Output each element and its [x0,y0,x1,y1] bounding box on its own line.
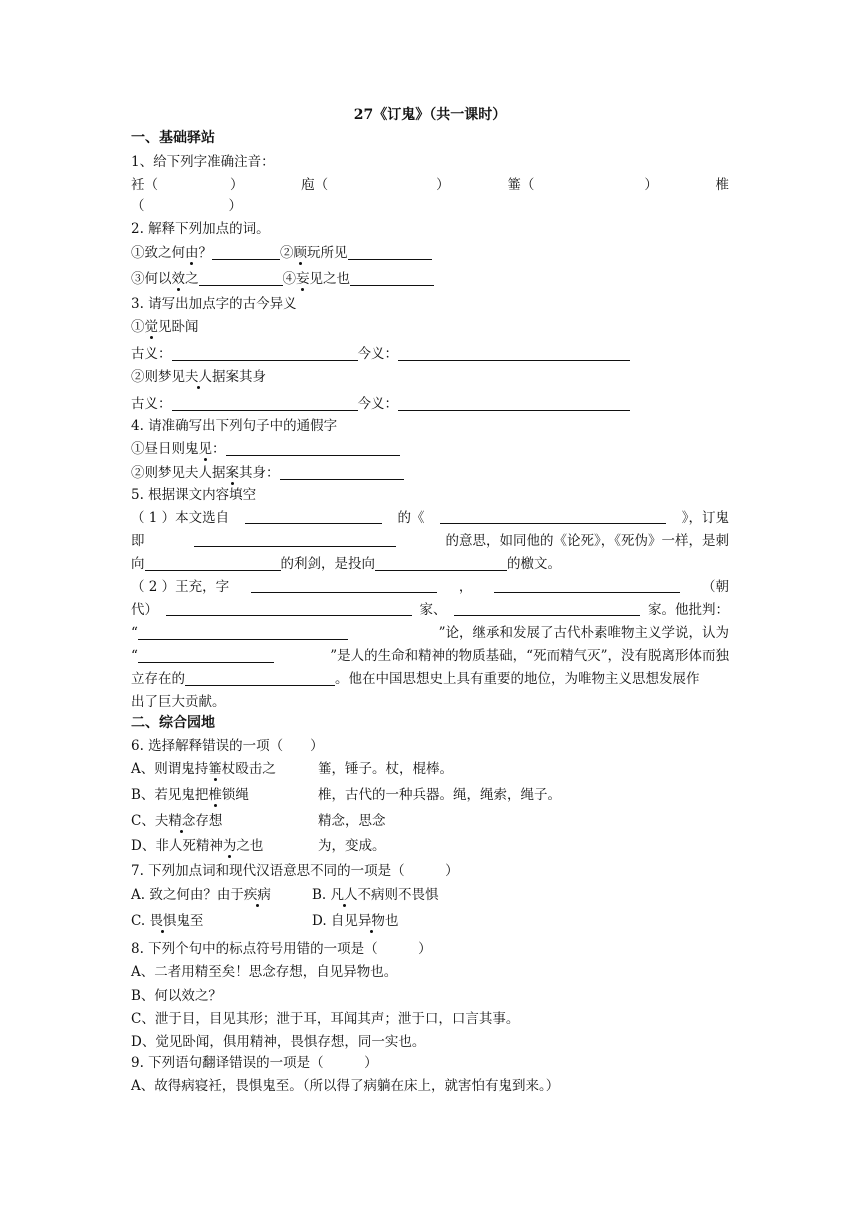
answer-blank[interactable] [145,556,281,571]
q7-option-b: B. 凡人不病则不畏惧 [312,887,439,903]
q2-row-1: ①致之何由？ ②顾玩所见 [131,244,432,262]
answer-blank[interactable] [398,346,630,361]
q8-option-c: C、泄于目，目见其形；泄于耳，耳闻其声；泄于口，口言其事。 [131,1011,520,1027]
answer-blank[interactable] [172,396,358,411]
q6-option-b-note: 椎，古代的一种兵器。绳，绳索，绳子。 [318,787,561,803]
dotted-char: 箠 [208,761,222,777]
q5-p2-line-3: “ ”论，继承和发展了古代朴素唯物主义学说，认为 [131,625,729,641]
q5-p2-line-1: （ 2 ）王充，字 ， （朝 [131,579,729,595]
dotted-char: 凡人 [330,887,358,903]
q7-prompt: 7. 下列加点词和现代汉语意思不同的一项是（ ） [131,863,459,879]
q6-option-a-note: 箠，锤子。杖，棍棒。 [318,761,453,777]
answer-blank[interactable] [226,441,400,456]
answer-blank[interactable] [199,271,283,286]
q3-item-1: ①觉见卧闻 [131,319,199,335]
q2-row-2: ③何以效之 ④妄见之也 [131,270,434,288]
q1-item-4-char: 椎 [715,177,729,193]
answer-blank[interactable] [212,245,280,260]
answer-blank[interactable] [172,346,358,361]
dotted-char: 畏惧 [149,913,177,929]
answer-blank[interactable] [454,601,640,616]
dotted-char: 由 [185,245,199,261]
answer-blank[interactable] [280,465,404,480]
q7-option-c: C. 畏惧鬼至 [131,913,204,929]
q5-p2-line-2: 代） 家、 家。他批判： [131,602,729,618]
dotted-char: 见 [198,441,212,457]
answer-blank[interactable] [251,578,437,593]
q7-option-a: A. 致之何由？由于疾病 [131,887,271,903]
q1-item-2: 庖（ ） [301,177,450,193]
q4-item-2: ②则梦见夫人据案其身： [131,464,404,482]
q7-option-d: D. 自见异物也 [312,913,399,929]
q5-p1-line-3: 向 的利剑，是投向 的檄文。 [131,556,561,572]
section-heading-basics: 一、基础驿站 [131,130,215,146]
dotted-char: 为 [222,838,237,854]
q3-item-2: ②则梦见夫人据案其身 [131,369,266,385]
q9-prompt: 9. 下列语句翻译错误的一项是（ ） [131,1055,378,1071]
q6-option-c-note: 精念，思念 [318,813,386,829]
q4-prompt: 4. 请准确写出下列句子中的通假字 [131,418,338,434]
answer-blank[interactable] [138,648,274,663]
dotted-char: 椎 [208,787,222,803]
dotted-char: 觉 [144,319,158,335]
q1-item-3: 箠（ ） [507,177,658,193]
q3-item-1-answers: 古义： 今义： [131,345,630,363]
page-title: 27《订鬼》（共一课时） [353,107,507,123]
q3-item-2-answers: 古义： 今义： [131,395,630,413]
dotted-char: 疾病 [243,887,271,903]
dotted-char: 效 [171,271,185,287]
q3-prompt: 3. 请写出加点字的古今异义 [131,296,297,312]
q1-prompt: 1、给下列字准确注音： [131,154,275,170]
q6-option-a: A、则谓鬼持箠杖殴击之 [131,761,276,777]
q5-p2-line-4: “ ”是人的生命和精神的物质基础，“死而精气灭”，没有脱离形体而独 [131,648,729,664]
q5-p1-line-2: 即 的意思，如同他的《论死》，《死伪》一样，是刺 [131,533,729,549]
dotted-char: 夫人 [185,369,212,385]
q8-option-b: B、何以效之？ [131,988,222,1004]
section-heading-comprehensive: 二、综合园地 [131,715,215,731]
answer-blank[interactable] [494,578,680,593]
q5-p2-line-5: 立存在的 。他在中国思想史上具有重要的地位，为唯物主义思想发展作 [131,671,700,687]
dotted-char: 案 [225,465,239,481]
q6-option-d-note: 为，变成。 [318,838,386,854]
q4-item-1: ①昼日则鬼见： [131,440,400,458]
q6-option-d: D、非人死精神为之也 [131,838,264,854]
q6-option-b: B、若见鬼把椎锁绳 [131,787,249,803]
answer-blank[interactable] [185,671,335,686]
answer-blank[interactable] [440,509,666,524]
q5-p1-line-1: （ 1 ）本文选自 的《 》，订鬼 [131,510,729,526]
answer-blank[interactable] [138,625,348,640]
answer-blank[interactable] [166,601,412,616]
q2-prompt: 2. 解释下列加点的词。 [131,221,270,237]
q5-p2-line-6: 出了巨大贡献。 [131,694,226,710]
q6-option-c: C、夫精念存想 [131,813,223,829]
q8-option-a: A、二者用精至矣！思念存想，自见异物也。 [131,964,398,980]
answer-blank[interactable] [398,396,630,411]
dotted-char: 顾 [293,245,307,261]
q6-prompt: 6. 选择解释错误的一项（ ） [131,738,324,754]
dotted-char: 精念 [168,813,196,829]
q5-prompt: 5. 根据课文内容填空 [131,487,257,503]
q1-item-1: 衽（ ） [131,177,244,193]
q1-item-4-paren: （ ） [131,198,242,214]
answer-blank[interactable] [245,509,382,524]
q9-option-a: A、故得病寝衽，畏惧鬼至。（所以得了病躺在床上，就害怕有鬼到来。） [131,1078,560,1094]
dotted-char: 异物 [357,913,385,929]
answer-blank[interactable] [350,271,434,286]
q8-option-d: D、觉见卧闻，俱用精神，畏惧存想，同一实也。 [131,1034,426,1050]
q1-pinyin-row [131,176,729,194]
dotted-char: 妄 [296,271,310,287]
answer-blank[interactable] [348,245,432,260]
answer-blank[interactable] [194,532,396,547]
answer-blank[interactable] [375,556,507,571]
q8-prompt: 8. 下列个句中的标点符号用错的一项是（ ） [131,941,432,957]
